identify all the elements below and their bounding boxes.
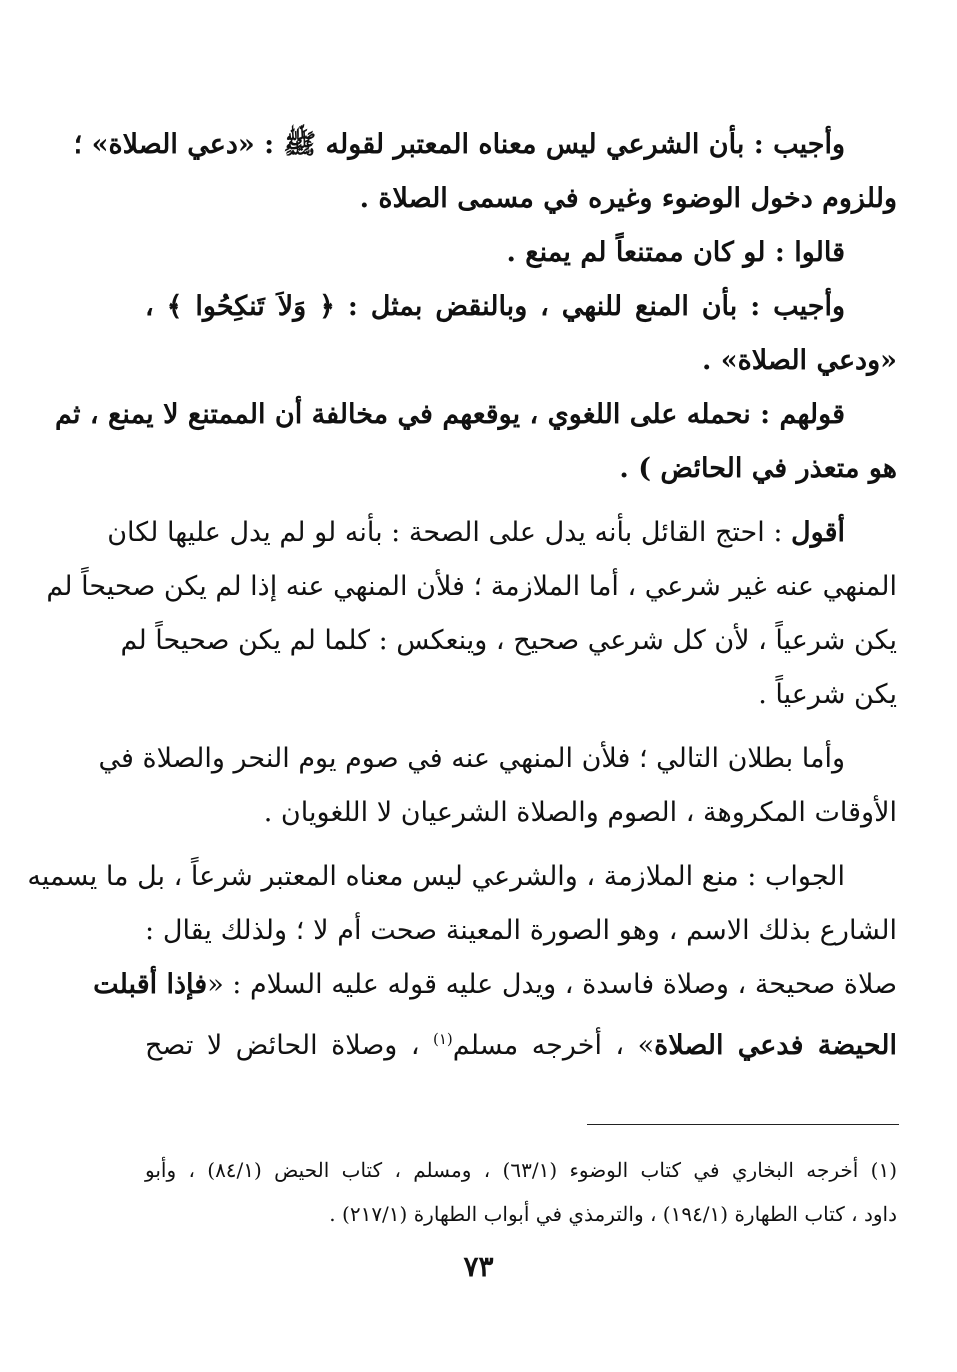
text-line: يكن شرعياً ، لأن كل شرعي صحيح ، وينعكس : كلما لم يكن صحيحاً لم: [120, 625, 897, 656]
footnote-line: داود ، كتاب الطهارة (١٩٤/١) ، والترمذي في أبواب الطهارة (٢١٧/١) .: [329, 1202, 897, 1226]
main-text: [27, 118, 897, 1073]
hadith-quote: الحيضة فدعي الصلاة: [654, 1030, 897, 1061]
text-segment: » ، أخرجه مسلم: [452, 1030, 655, 1061]
paragraph-gap: [145, 840, 897, 850]
paragraph-gap: [145, 496, 897, 506]
text-line: وللزوم دخول الوضوء وغيره في مسمى الصلاة .: [359, 183, 897, 214]
text-line: [107, 506, 897, 560]
text-line: [145, 1012, 897, 1073]
footnote: [145, 1148, 897, 1236]
footnote-separator: [587, 1124, 899, 1125]
text-line: الشارع بذلك الاسم ، وهو الصورة المعينة صحت أم لا ؛ ولذلك يقال :: [145, 915, 897, 946]
text-line: وأجيب : بأن المنع للنهي ، وبالنقض بمثل : ﴿ وَلاَ تَنكِحُوا ﴾ ،: [145, 291, 845, 322]
aqulu-label: أقول: [791, 517, 845, 548]
footnote-line: (١) أخرجه البخاري في كتاب الوضوء (٦٣/١) ، ومسلم ، كتاب الحيض (٨٤/١) ، وأبو: [145, 1158, 897, 1182]
text-line: «ودعي الصلاة» .: [701, 345, 897, 376]
page-number: ٧٣: [463, 1250, 494, 1283]
text-line: هو متعذر في الحائض ) .: [619, 453, 897, 484]
text-line: الجواب : منع الملازمة ، والشرعي ليس معناه المعتبر شرعاً ، بل ما يسميه: [27, 861, 845, 892]
text-segment: صلاة صحيحة ، وصلاة فاسدة ، ويدل عليه قوله عليه السلام : «: [207, 969, 897, 1000]
text-line: قولهم : نحمله على اللغوي ، يوقعهم في مخالفة أن الممتنع لا يمنع ، ثم: [55, 399, 845, 430]
text-segment: : احتج القائل بأنه يدل على الصحة : بأنه لو لم يدل عليها لكان: [107, 517, 792, 548]
text-line: الأوقات المكروهة ، الصوم والصلاة الشرعيان لا اللغويان .: [263, 797, 897, 828]
text-line: وأجيب : بأن الشرعي ليس معناه المعتبر لقوله ﷺ : «دعي الصلاة» ؛: [73, 129, 845, 160]
paragraph-gap: [145, 722, 897, 732]
text-segment: ، وصلاة الحائض لا تصح: [145, 1030, 433, 1061]
text-line: وأما بطلان التالي ؛ فلأن المنهي عنه في صوم يوم النحر والصلاة في: [98, 743, 845, 774]
text-line: المنهي عنه غير شرعي ، أما الملازمة ؛ فلأن المنهي عنه إذا لم يكن صحيحاً لم: [46, 571, 897, 602]
footnote-reference: (١): [433, 1030, 453, 1048]
text-line: [93, 958, 897, 1012]
text-line: يكن شرعياً .: [758, 679, 897, 710]
hadith-quote: فإذا أقبلت: [93, 969, 208, 1000]
text-line: قالوا : لو كان ممتنعاً لم يمنع .: [506, 237, 845, 268]
